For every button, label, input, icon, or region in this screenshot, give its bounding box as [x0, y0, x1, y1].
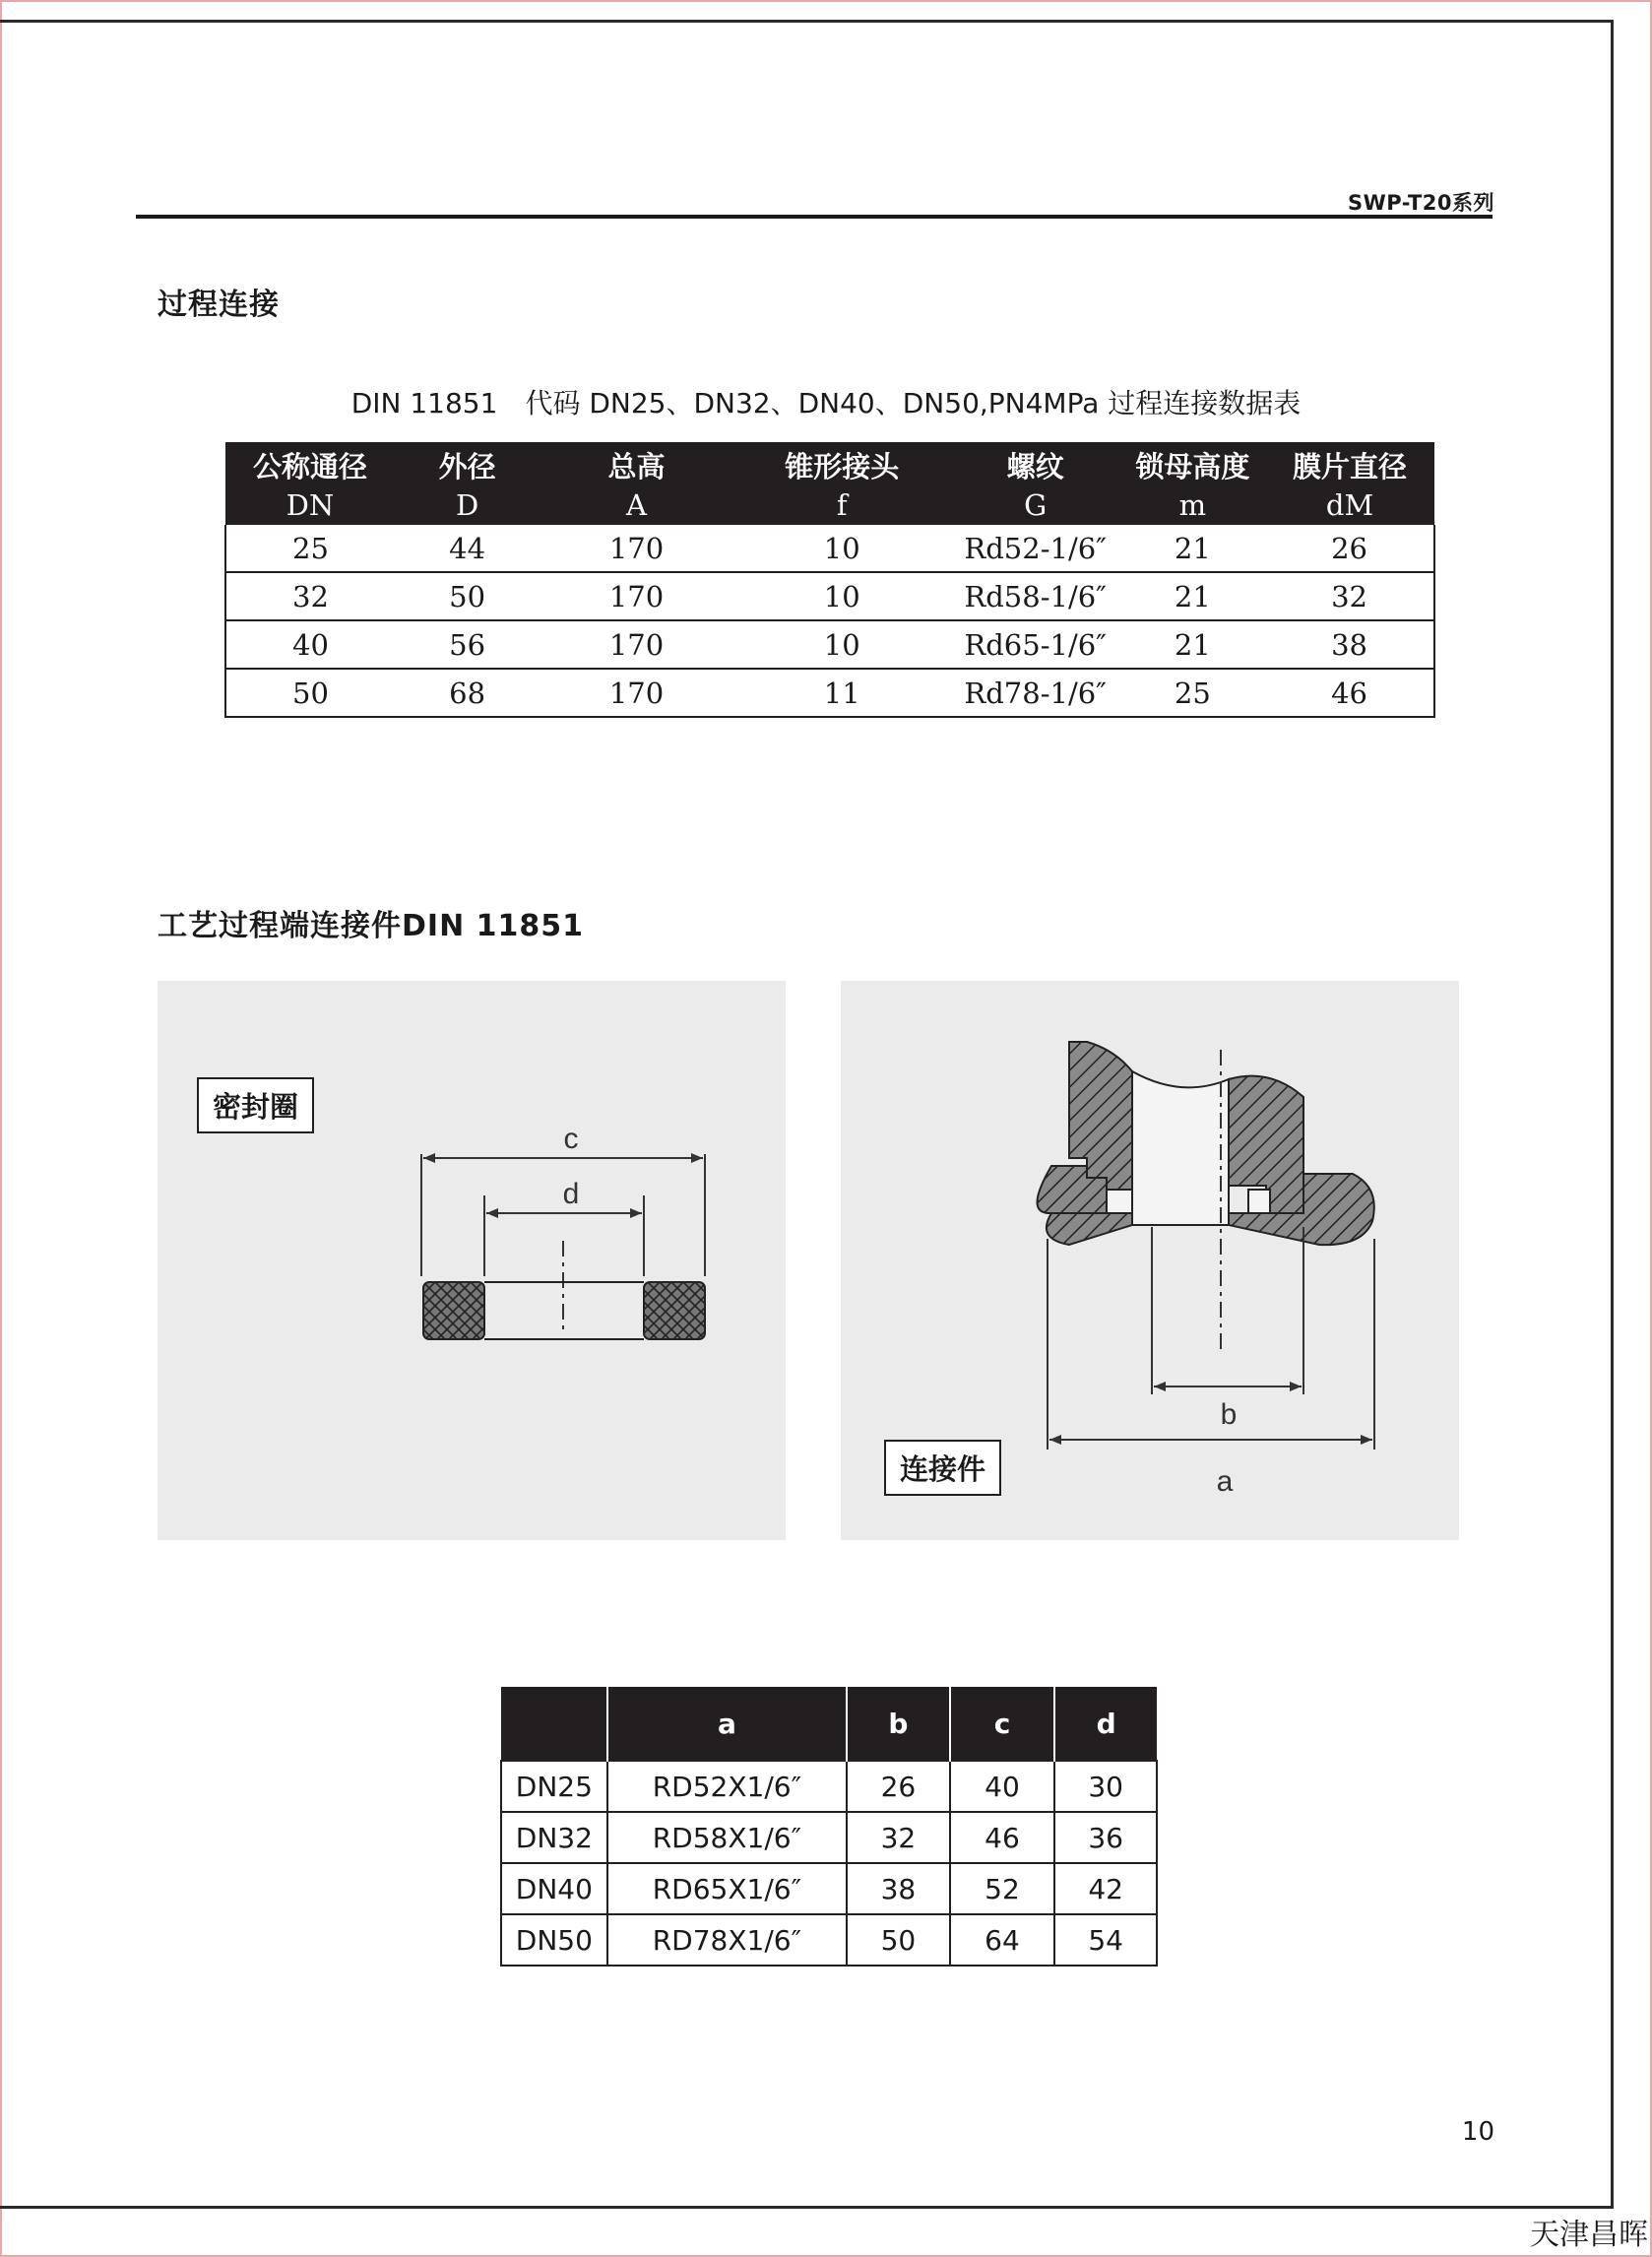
column-header: [540, 442, 732, 525]
company-name: 天津昌晖: [1530, 2218, 1648, 2252]
table-cell: 10: [733, 620, 951, 669]
table-cell: DN25: [501, 1761, 607, 1812]
table-cell: 54: [1054, 1914, 1157, 1966]
table-cell: 30: [1054, 1761, 1157, 1812]
table-cell: 36: [1054, 1812, 1157, 1863]
table-cell: 46: [950, 1812, 1055, 1863]
process-connection-table: [224, 442, 1435, 718]
dim-d-label: d: [562, 1178, 580, 1210]
table-header-row: [225, 442, 1434, 525]
column-symbol: m: [1178, 488, 1207, 522]
table-cell: 21: [1120, 620, 1265, 669]
table-cell: 44: [395, 525, 540, 572]
table-cell: 11: [733, 669, 951, 717]
table-cell: Rd58-1/6″: [951, 572, 1120, 620]
table-row: [225, 572, 1434, 620]
table-cell: Rd52-1/6″: [951, 525, 1120, 572]
column-header: [395, 442, 540, 525]
column-symbol: dM: [1325, 488, 1374, 522]
column-symbol: A: [626, 488, 647, 522]
table-row: [225, 669, 1434, 717]
table-cell: 170: [540, 669, 732, 717]
column-label: 外径: [438, 450, 496, 484]
top-border: [0, 20, 1614, 23]
table-cell: RD78X1/6″: [607, 1914, 847, 1966]
seal-ring-label: 密封圈: [197, 1077, 314, 1133]
column-header: c: [950, 1687, 1055, 1761]
column-header: [1120, 442, 1265, 525]
table-cell: 170: [540, 525, 732, 572]
column-header: [1265, 442, 1434, 525]
table-cell: Rd78-1/6″: [951, 669, 1120, 717]
table-cell: 32: [847, 1812, 950, 1863]
table-cell: 50: [225, 669, 395, 717]
table-cell: DN40: [501, 1863, 607, 1914]
dim-c-label: c: [563, 1123, 579, 1155]
column-symbol: f: [836, 488, 848, 522]
table-row: [501, 1863, 1157, 1914]
column-symbol: D: [455, 488, 479, 522]
column-header: [225, 442, 395, 525]
bottom-border: [0, 2206, 1614, 2209]
table-cell: 26: [1265, 525, 1434, 572]
table-cell: DN32: [501, 1812, 607, 1863]
table-cell: 10: [733, 572, 951, 620]
table-cell: 38: [1265, 620, 1434, 669]
table-cell: DN50: [501, 1914, 607, 1966]
column-header: b: [847, 1687, 950, 1761]
table-cell: 26: [847, 1761, 950, 1812]
table-cell: 40: [950, 1761, 1055, 1812]
fitting-dimension-table: [500, 1687, 1158, 1967]
table-row: [225, 620, 1434, 669]
column-label: 膜片直径: [1293, 450, 1408, 484]
table-cell: 52: [950, 1863, 1055, 1914]
column-header: [501, 1687, 607, 1761]
table-cell: 40: [225, 620, 395, 669]
page-number: 10: [1461, 2117, 1494, 2147]
column-header: [733, 442, 951, 525]
section-title-fittings: 工艺过程端连接件DIN 11851: [158, 909, 584, 943]
seal-ring-diagram: [158, 981, 786, 1540]
column-label: 公称通径: [252, 450, 367, 484]
column-label: 锁母高度: [1135, 450, 1250, 484]
column-header: d: [1054, 1687, 1157, 1761]
seal-ring-figure: [158, 981, 786, 1540]
table-cell: 32: [1265, 572, 1434, 620]
table-cell: 170: [540, 620, 732, 669]
column-symbol: DN: [286, 488, 335, 522]
right-border: [1611, 22, 1614, 2208]
connector-label: 连接件: [884, 1440, 1001, 1496]
table-cell: RD52X1/6″: [607, 1761, 847, 1812]
table-cell: 68: [395, 669, 540, 717]
table-cell: 42: [1054, 1863, 1157, 1914]
table-row: [501, 1812, 1157, 1863]
dim-b-label: b: [1220, 1398, 1238, 1431]
table-cell: 10: [733, 525, 951, 572]
table-cell: 25: [1120, 669, 1265, 717]
section-title-process-connection: 过程连接: [158, 288, 280, 322]
table-caption: DIN 11851 代码 DN25、DN32、DN40、DN50,PN4MPa 过程连接数据表: [350, 387, 1302, 419]
table-cell: 21: [1120, 572, 1265, 620]
table-cell: 50: [847, 1914, 950, 1966]
table-row: [225, 525, 1434, 572]
table-cell: RD58X1/6″: [607, 1812, 847, 1863]
table-cell: 21: [1120, 525, 1265, 572]
table-cell: 38: [847, 1863, 950, 1914]
header-rule: [136, 215, 1493, 219]
series-title: SWP-T20系列: [1348, 191, 1494, 215]
table-header-row: [501, 1687, 1157, 1761]
dim-a-label: a: [1216, 1465, 1234, 1498]
column-label: 锥形接头: [785, 450, 900, 484]
table-cell: 170: [540, 572, 732, 620]
connector-figure: [841, 981, 1459, 1540]
column-label: 螺纹: [1006, 450, 1064, 484]
table-cell: 25: [225, 525, 395, 572]
column-symbol: G: [1024, 488, 1048, 522]
table-cell: 50: [395, 572, 540, 620]
table-cell: 32: [225, 572, 395, 620]
column-header: [951, 442, 1120, 525]
table-cell: 56: [395, 620, 540, 669]
column-header: a: [607, 1687, 847, 1761]
table-cell: Rd65-1/6″: [951, 620, 1120, 669]
table-cell: 64: [950, 1914, 1055, 1966]
table-cell: 46: [1265, 669, 1434, 717]
table-row: [501, 1761, 1157, 1812]
column-label: 总高: [607, 450, 666, 484]
table-row: [501, 1914, 1157, 1966]
table-cell: RD65X1/6″: [607, 1863, 847, 1914]
